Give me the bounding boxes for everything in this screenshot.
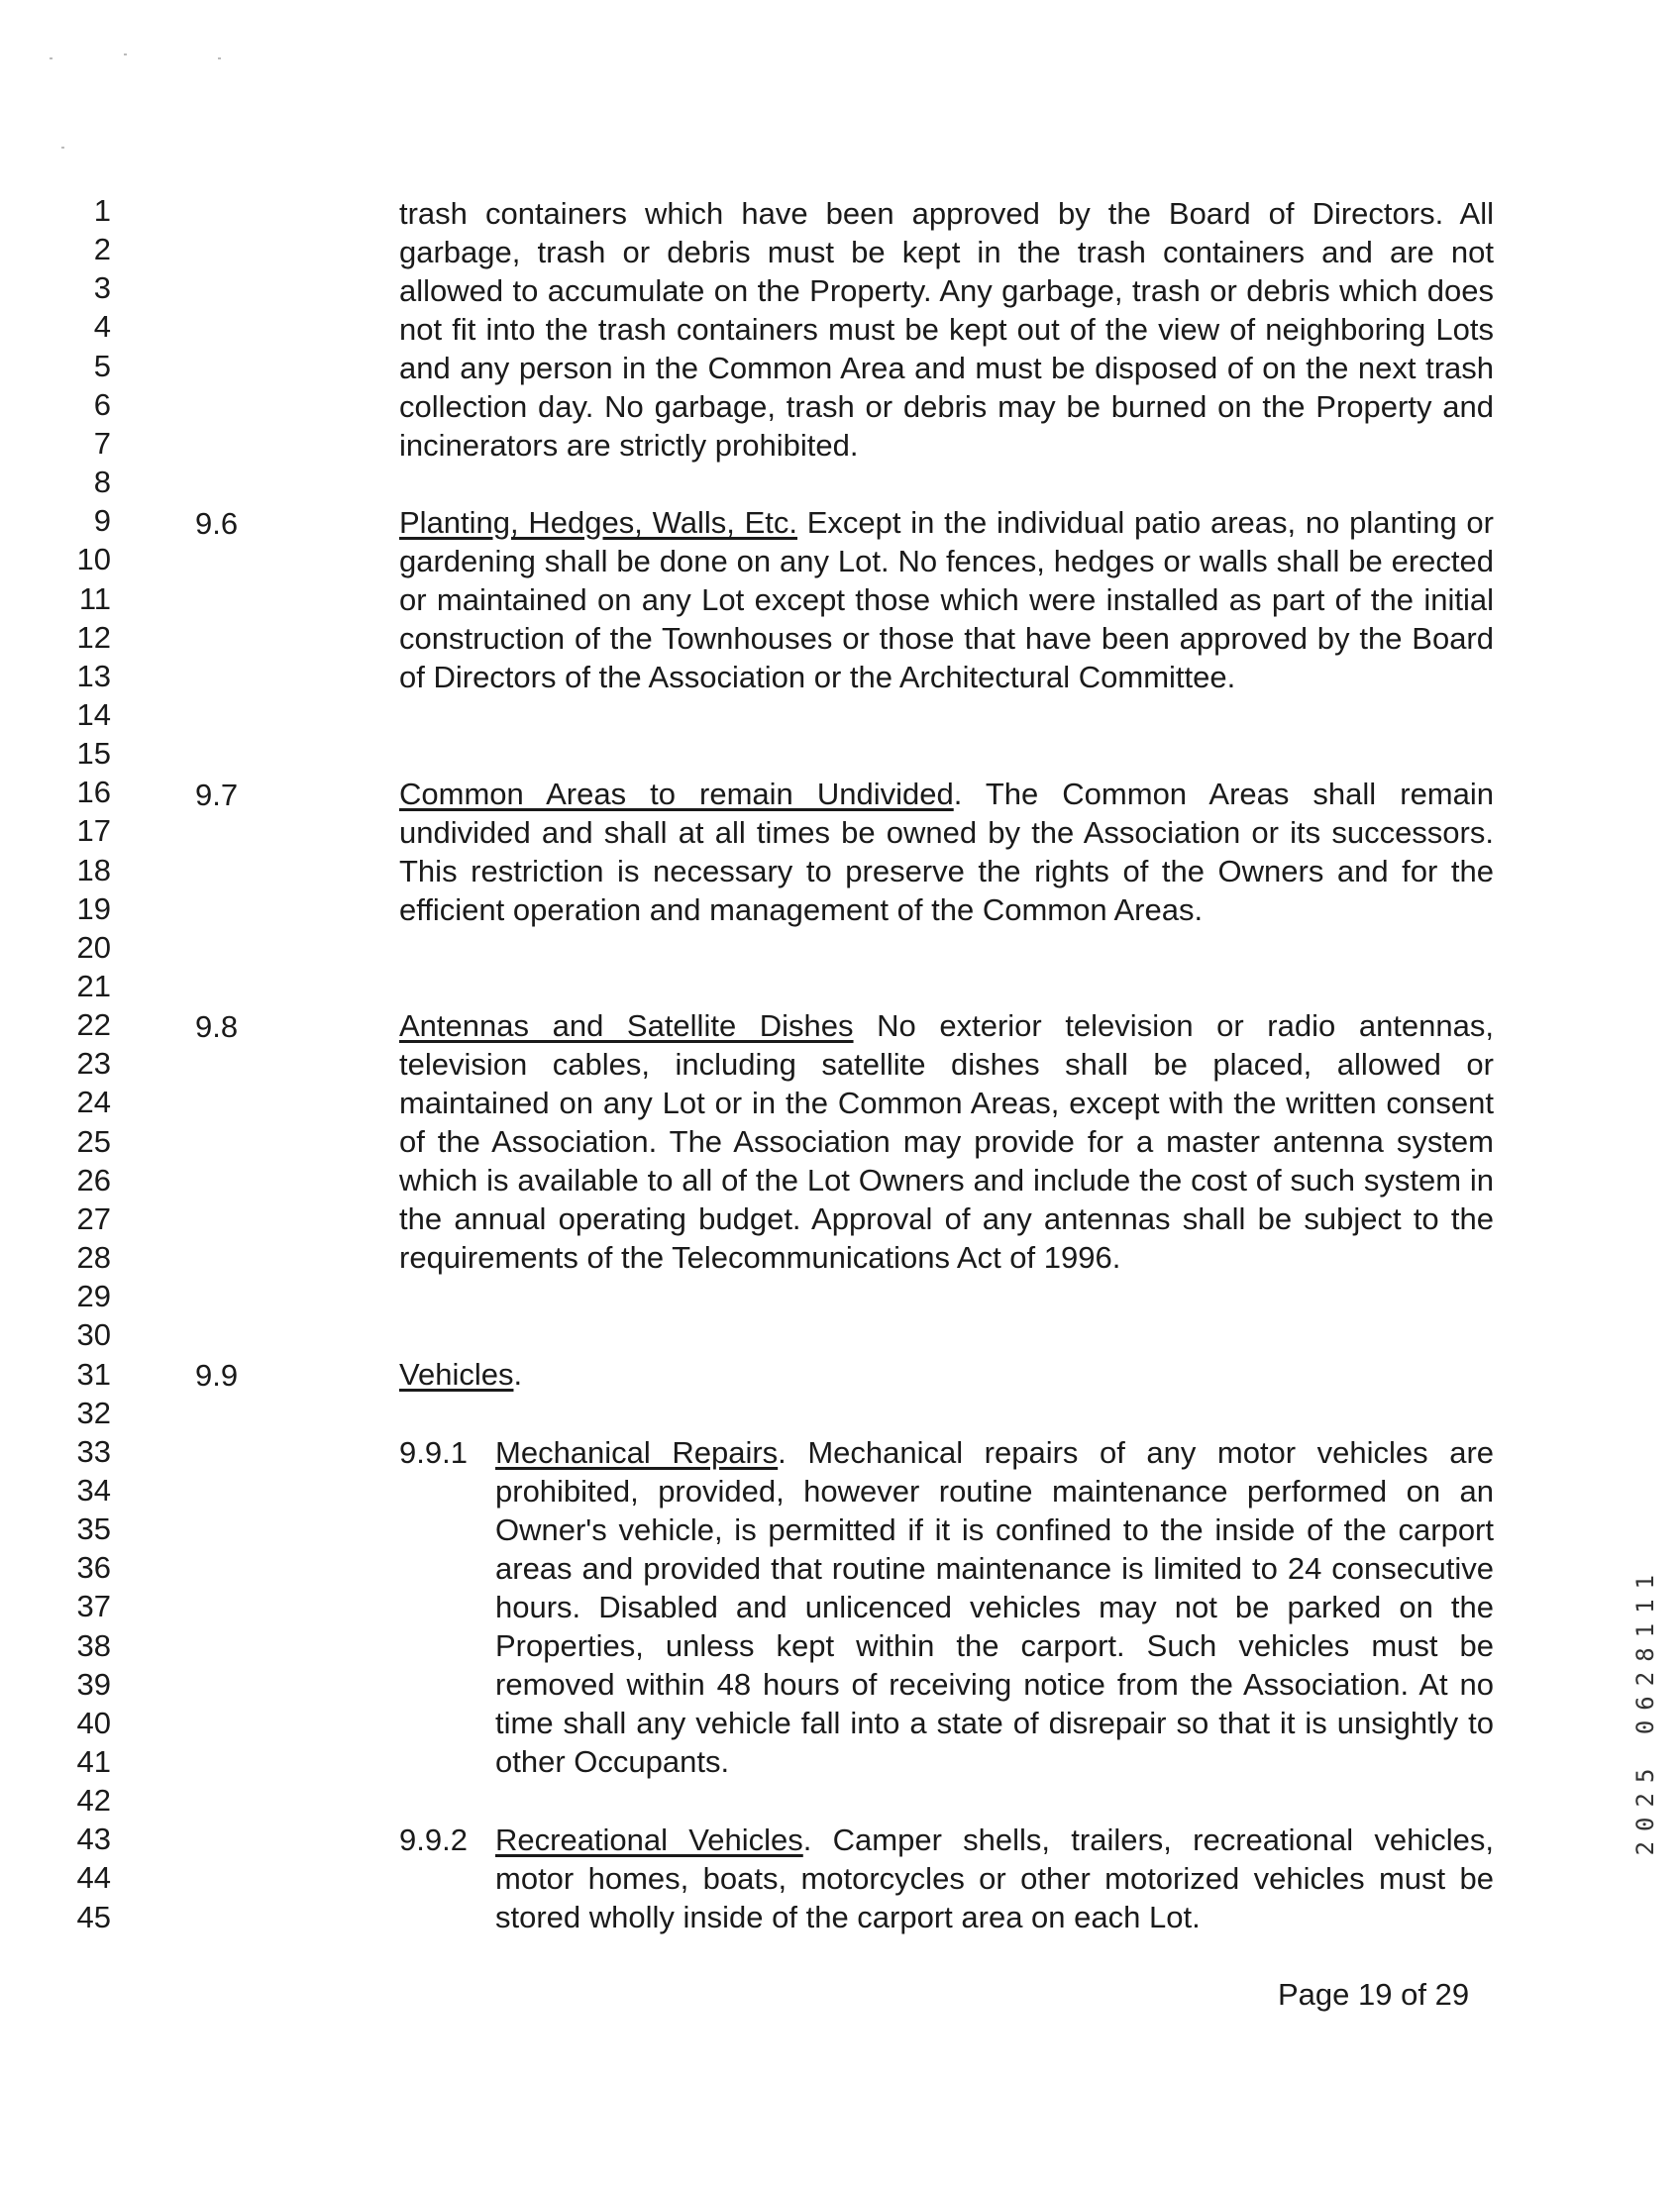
line-number: 36 (76, 1550, 111, 1586)
line-number: 4 (93, 309, 111, 345)
line-number: 18 (76, 852, 111, 887)
line-number: 14 (76, 696, 111, 732)
line-number: 29 (76, 1279, 111, 1314)
subsection-9-9-1-paragraph (495, 1433, 1494, 1781)
line-number: 12 (76, 619, 111, 655)
line-number: 27 (76, 1200, 111, 1236)
page-number: Page 19 of 29 (1278, 1977, 1470, 2012)
section-number-9-7: 9.7 (195, 778, 239, 812)
scan-speck (61, 147, 64, 149)
line-number: 35 (76, 1511, 111, 1547)
line-number: 25 (76, 1123, 111, 1159)
line-number: 8 (93, 465, 111, 500)
line-number: 9 (93, 503, 111, 539)
line-number: 22 (76, 1007, 111, 1043)
intro-paragraph: trash containers which have been approved by the Board of Directors. All garbage, trash or debris must be kept in the trash containers and are not allowed to accumulate on the Property. Any garbage, trash or debris which does not fit into the trash containers must be kept out of the view of neighboring Lots and any person in the Common Area and must be disposed of on the next trash collection day. No garbage, trash or debris may be burned on the Property and incinerators are strictly prohibited. (399, 196, 1494, 463)
line-number: 1 (93, 193, 111, 228)
margin-recording-stamp: 2025 0628111 (1631, 1565, 1659, 1856)
line-number: 34 (76, 1472, 111, 1508)
line-number: 26 (76, 1162, 111, 1198)
subsection-body: . Camper shells, trailers, recreational vehicles, motor homes, boats, motorcycles or other motorized vehicles must be stored wholly inside of the carport area on each Lot. (495, 1822, 1494, 1934)
line-number: 13 (76, 658, 111, 693)
line-number: 40 (76, 1705, 111, 1740)
scan-speck (218, 57, 221, 59)
section-heading: Common Areas to remain Undivided (399, 777, 954, 811)
line-number: 43 (76, 1822, 111, 1857)
line-number: 20 (76, 929, 111, 965)
line-number: 17 (76, 813, 111, 849)
section-9-8-paragraph (399, 1006, 1494, 1277)
line-number: 11 (78, 580, 111, 616)
line-number: 41 (76, 1744, 111, 1779)
section-body: . The Common Areas shall remain undivided and shall at all times be owned by the Association or its successors. This restriction is necessary to preserve the rights of the Owners and for the efficient operation and management of the Common Areas. (399, 777, 1494, 927)
line-number: 16 (76, 775, 111, 810)
line-number: 3 (93, 270, 111, 306)
line-number: 45 (76, 1899, 111, 1934)
scan-speck (50, 57, 52, 59)
line-number: 28 (76, 1240, 111, 1276)
line-number: 30 (76, 1317, 111, 1353)
line-number: 39 (76, 1666, 111, 1702)
line-number: 38 (76, 1627, 111, 1663)
line-number: 32 (76, 1395, 111, 1430)
section-9-6-paragraph (399, 503, 1494, 696)
subsection-9-9-2-paragraph (495, 1821, 1494, 1936)
section-heading: Planting, Hedges, Walls, Etc. (399, 505, 797, 540)
line-number: 6 (93, 386, 111, 422)
line-number: 24 (76, 1085, 111, 1120)
line-number: 21 (76, 969, 111, 1003)
section-number-9-9: 9.9 (195, 1358, 239, 1393)
section-9-7-paragraph (399, 775, 1494, 929)
scan-speck (124, 53, 127, 55)
subsection-heading: Recreational Vehicles (495, 1822, 803, 1857)
subsection-heading: Mechanical Repairs (495, 1435, 779, 1470)
section-number-9-8: 9.8 (195, 1009, 239, 1044)
line-number: 37 (76, 1589, 111, 1624)
line-number: 10 (76, 542, 111, 577)
section-body: . (513, 1357, 523, 1392)
subsection-body: . Mechanical repairs of any motor vehicles are prohibited, provided, however routine maintenance performed on an Owner's vehicle, is permitted if it is confined to the inside of the carport areas and provided that routine maintenance is limited to 24 consecutive hours. Disabled and unlicenced vehicles may not be parked on the Properties, unless kept within the carport. Such vehicles must be removed within 48 hours of receiving notice from the Association. At no time shall any vehicle fall into a state of disrepair so that it is unsightly to other Occupants. (495, 1435, 1495, 1779)
subsection-number-9-9-2: 9.9.2 (399, 1822, 468, 1857)
section-heading: Antennas and Satellite Dishes (399, 1008, 854, 1043)
section-heading: Vehicles (399, 1357, 514, 1392)
line-number: 42 (76, 1783, 111, 1819)
line-number: 19 (76, 890, 111, 926)
line-number: 2 (93, 232, 111, 267)
line-number: 44 (76, 1860, 111, 1896)
line-number: 5 (93, 348, 111, 383)
line-number: 15 (76, 736, 111, 772)
line-number: 7 (93, 425, 111, 461)
line-number: 33 (76, 1433, 111, 1469)
line-number: 23 (76, 1046, 111, 1082)
line-number: 31 (76, 1356, 111, 1392)
subsection-number-9-9-1: 9.9.1 (399, 1435, 468, 1470)
section-9-9-paragraph (399, 1355, 1494, 1394)
section-body: No exterior television or radio antennas, television cables, including satellite dishes shall be placed, allowed or maintained on any Lot or in the Common Areas, except with the written consent of the Association. The Association may provide for a master antenna system which is available to all of the Lot Owners and include the cost of such system in the annual operating budget. Approval of any antennas shall be subject to the requirements of the Telecommunications Act of 1996. (399, 1008, 1494, 1275)
section-number-9-6: 9.6 (195, 506, 239, 541)
section-body: Except in the individual patio areas, no planting or gardening shall be done on any Lot. No fences, hedges or walls shall be erected or maintained on any Lot except those which were installed as part of the initial construction of the Townhouses or those that have been approved by the Board of Directors of the Association or the Architectural Committee. (399, 505, 1494, 694)
